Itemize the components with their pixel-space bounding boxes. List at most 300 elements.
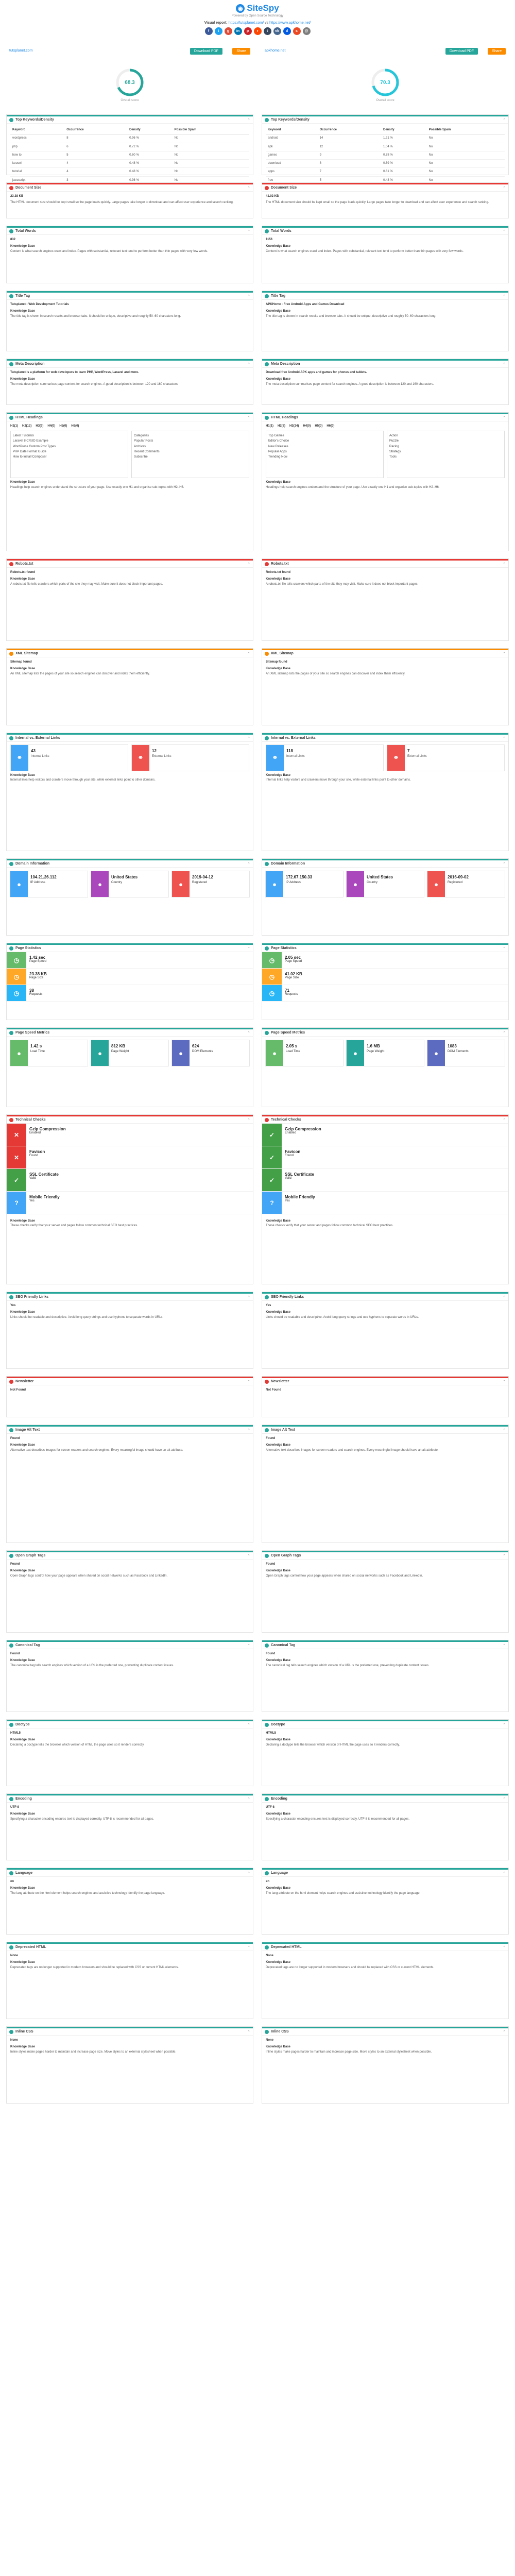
knowledge-base-label: Knowledge Base [266, 1569, 291, 1573]
description: A robots.txt file tells crawlers which parts of the site they may visit. Make sure it does not block important pages. [266, 582, 419, 586]
site-url[interactable]: apkhome.net [265, 49, 286, 53]
collapse-icon[interactable]: ⌃ [247, 1797, 250, 1801]
info-tile [427, 871, 505, 897]
card-title: XML Sitemap [15, 652, 38, 655]
size-icon: ◷ [7, 969, 26, 985]
tile-value [364, 871, 396, 897]
heading-list[interactable] [266, 431, 384, 478]
card-domain [262, 858, 509, 936]
table-cell: 0.69 % [381, 160, 427, 168]
knowledge-base-label: Knowledge Base [266, 667, 291, 671]
tumblr-icon[interactable] [264, 27, 271, 35]
tile-number: United States [367, 875, 393, 879]
description: Deprecated tags are no longer supported in modern browsers and should be replaced with CSS or current HTML elements. [266, 1965, 434, 1969]
globe-icon: ● [347, 871, 364, 897]
column-header: Keyword [10, 126, 64, 134]
collapse-icon[interactable]: ⌃ [247, 1295, 250, 1299]
description: Links should be readable and descriptive. Avoid long query strings and use hyphens to separate words in URLs. [10, 1315, 164, 1319]
key-icon [9, 118, 13, 122]
stat-number: 38 [29, 988, 34, 993]
table-row [10, 151, 249, 159]
collapse-icon[interactable]: ⌃ [503, 652, 506, 656]
knowledge-base-label: Knowledge Base [266, 310, 291, 313]
collapse-icon[interactable]: ⌃ [247, 736, 250, 740]
card-title: Technical Checks [271, 1118, 301, 1122]
table-row [10, 168, 249, 176]
description: Content is what search engines crawl and index. Pages with substantial, relevant text tend to perform better than thin pages with very few words. [266, 249, 464, 253]
share-button[interactable]: Share [232, 48, 250, 55]
collapse-icon[interactable]: ⌃ [247, 1554, 250, 1558]
collapse-icon[interactable]: ⌃ [503, 362, 506, 366]
card-header [262, 733, 508, 742]
knowledge-base-label: Knowledge Base [10, 774, 36, 777]
share-button[interactable]: Share [488, 48, 506, 55]
title-icon [265, 294, 269, 298]
stat-value [282, 952, 305, 968]
card-body [262, 1214, 508, 1231]
status-row [7, 1146, 253, 1169]
card-header [262, 1640, 508, 1649]
card-header [7, 413, 253, 421]
metric-icon: ● [427, 1040, 445, 1066]
card-deprecated [262, 1942, 509, 2019]
card-body [262, 235, 508, 257]
brand-tagline: Powered by Open Source Technology [231, 14, 284, 18]
check-icon [9, 1118, 13, 1122]
globe-icon: ● [91, 871, 109, 897]
stat-number: 71 [285, 988, 289, 993]
reddit-icon[interactable] [254, 27, 262, 35]
request-icon: ◷ [262, 985, 282, 1001]
card-canonical [262, 1640, 509, 1712]
knowledge-base-label: Knowledge Base [266, 1444, 291, 1447]
title-tag-value: APKHome - Free Android Apps and Games Download [266, 303, 345, 306]
collapse-icon[interactable]: ⌃ [247, 652, 250, 656]
collapse-icon[interactable]: ⌃ [503, 736, 506, 740]
card-header [262, 859, 508, 868]
report-title [0, 21, 515, 25]
card-header [262, 1794, 508, 1803]
collapse-icon[interactable]: ⌃ [503, 946, 506, 951]
table-cell: 1.21 % [381, 134, 427, 143]
table-cell: games [266, 151, 318, 159]
facebook-icon[interactable] [205, 27, 213, 35]
description: The canonical tag tells search engines which version of a URL is the preferred one, preventing duplicate content issues. [10, 1664, 174, 1667]
collapse-icon[interactable]: ⌃ [503, 1723, 506, 1727]
link-count: 118 [286, 749, 293, 753]
encoding-icon [9, 1797, 13, 1801]
knowledge-base-label: Knowledge Base [10, 1659, 36, 1663]
collapse-icon[interactable]: ⌃ [247, 2030, 250, 2034]
collapse-icon[interactable]: ⌃ [247, 229, 250, 233]
card-body [262, 742, 508, 786]
info-tile [91, 1040, 169, 1066]
chart-icon [265, 946, 269, 951]
card-header [7, 291, 253, 300]
knowledge-base-label: Knowledge Base [10, 378, 36, 381]
tile-value [445, 1040, 471, 1066]
table-cell: No [427, 176, 505, 184]
card-body [262, 2036, 508, 2057]
tile-label: DOM Elements [192, 1050, 213, 1053]
collapse-icon[interactable]: ⌃ [247, 946, 250, 951]
collapse-icon[interactable]: ⌃ [247, 1871, 250, 1875]
metric-icon: ● [172, 1040, 190, 1066]
table-header-row [266, 126, 505, 134]
card-title [262, 291, 509, 351]
card-title: Domain Information [271, 862, 305, 866]
collapse-icon[interactable]: ⌃ [247, 562, 250, 566]
newsletter-status [266, 1388, 505, 1393]
collapse-icon[interactable]: ⌃ [503, 294, 506, 298]
collapse-icon[interactable]: ⌃ [503, 862, 506, 866]
card-headings [262, 412, 509, 551]
stat-value [282, 969, 305, 985]
collapse-icon[interactable]: ⌃ [503, 2030, 506, 2034]
card-body [7, 300, 253, 321]
link-count: 12 [152, 749, 157, 753]
linkedin-icon[interactable] [234, 27, 242, 35]
collapse-icon[interactable]: ⌃ [247, 1945, 250, 1950]
status-value [26, 1192, 63, 1214]
list-item: Popular Posts [134, 439, 153, 443]
heading-lists [10, 431, 249, 478]
card-title: Total Words [15, 229, 36, 233]
card-body [7, 1214, 253, 1231]
description: Alternative text describes images for screen readers and search engines. Every meaningful image should have an alt attribute. [266, 1448, 439, 1452]
table-row [266, 168, 505, 176]
tile-value [284, 745, 307, 771]
score-ring [370, 67, 401, 98]
card-title: Deprecated HTML [15, 1945, 46, 1949]
table-cell: 0.36 % [127, 176, 173, 184]
google-icon[interactable] [225, 27, 232, 35]
heading-list[interactable] [387, 431, 505, 478]
table-cell: No [427, 134, 505, 143]
heading-count: H5(0) [315, 425, 323, 428]
tile-value [445, 871, 471, 897]
download-pdf-button[interactable]: Download PDF [445, 48, 478, 55]
info-tiles [7, 868, 253, 901]
status-text: Valid [29, 1177, 36, 1180]
card-header [262, 1551, 508, 1560]
collapse-icon[interactable]: ⌃ [503, 1295, 506, 1299]
collapse-icon[interactable]: ⌃ [247, 1380, 250, 1384]
collapse-icon[interactable]: ⌃ [247, 416, 250, 420]
heading-icon [265, 416, 269, 420]
description: Inline styles make pages harder to maintain and increase page size. Move styles to an external stylesheet when possible. [266, 2050, 432, 2054]
collapse-icon[interactable]: ⌃ [503, 229, 506, 233]
collapse-icon[interactable]: ⌃ [247, 362, 250, 366]
size-icon: ◷ [262, 969, 282, 985]
collapse-icon[interactable]: ⌃ [503, 1118, 506, 1122]
card-header [7, 1425, 253, 1434]
card-header [7, 649, 253, 657]
robots-status-value: Robots.txt found [266, 571, 290, 574]
card-header [262, 1425, 508, 1434]
card-title: Page Speed Metrics [271, 1031, 305, 1035]
card-status [6, 1114, 253, 1284]
tile-label: Registered [448, 881, 463, 884]
vk-icon[interactable] [273, 27, 281, 35]
report-link-b[interactable]: https://www.apkhome.net/ [269, 21, 311, 25]
heading-count: H3(24) [289, 425, 299, 428]
card-body [7, 742, 253, 786]
stat-value [282, 985, 301, 1001]
description: The meta description summarises page content for search engines. A good description is between 120 and 160 characters. [10, 382, 179, 386]
tile-number: 624 [192, 1044, 199, 1048]
collapse-icon[interactable]: ⌃ [503, 1643, 506, 1648]
collapse-icon[interactable]: ⌃ [247, 1723, 250, 1727]
description: An XML sitemap lists the pages of your site so search engines can discover and index them efficiently. [266, 672, 406, 675]
card-speed [262, 1027, 509, 1107]
meta-description [266, 370, 505, 375]
list-item: How to Install Composer [13, 455, 47, 459]
seo-links-status-value: Yes [266, 1304, 271, 1307]
info-tiles [262, 1037, 508, 1070]
table-cell: 3 [64, 176, 127, 184]
card-speed [6, 1027, 253, 1107]
file-icon [9, 186, 13, 190]
heading-count: H2(12) [22, 425, 32, 428]
card-words [6, 226, 253, 283]
doctype-value [266, 1731, 505, 1736]
knowledge-base-label: Knowledge Base [10, 245, 36, 248]
language-icon [265, 1871, 269, 1875]
link-count-label: Internal Links [286, 755, 305, 758]
language-icon [9, 1871, 13, 1875]
collapse-icon[interactable]: ⌃ [503, 1031, 506, 1035]
heading-list[interactable] [10, 431, 128, 478]
table-cell: 0.48 % [127, 168, 173, 176]
mail-icon[interactable] [303, 27, 311, 35]
digg-icon[interactable] [283, 27, 291, 35]
collapse-icon[interactable]: ⌃ [247, 1428, 250, 1432]
description: Specifying a character encoding ensures text is displayed correctly. UTF-8 is recommended for all pages. [10, 1817, 154, 1821]
collapse-icon[interactable]: ⌃ [247, 294, 250, 298]
report-link-a[interactable]: https://tutsplanet.com/ [228, 21, 264, 25]
status-row [262, 1124, 508, 1146]
report-prefix: Visual report: [204, 21, 228, 25]
collapse-icon[interactable]: ⌃ [503, 1380, 506, 1384]
description: The lang attribute on the html element helps search engines and assistive technology identify the page language. [10, 1891, 165, 1895]
warning-icon [265, 1945, 269, 1950]
newsletter-status-value: Not Found [266, 1388, 281, 1392]
heading-count: H3(9) [36, 425, 44, 428]
status-label: SSL Certificate [285, 1172, 314, 1177]
collapse-icon[interactable]: ⌃ [503, 1428, 506, 1432]
tile-number: 812 KB [111, 1044, 126, 1048]
card-title: Newsletter [271, 1380, 289, 1383]
list-item: Strategy [389, 450, 401, 453]
download-pdf-button[interactable]: Download PDF [190, 48, 222, 55]
image-alt-status-value: Found [266, 1437, 276, 1440]
collapse-icon[interactable]: ⌃ [247, 1118, 250, 1122]
card-header [262, 1028, 508, 1037]
collapse-icon[interactable]: ⌃ [503, 186, 506, 190]
total-words-value: 1156 [266, 238, 273, 241]
card-body [262, 1877, 508, 1899]
card-title: Language [15, 1871, 33, 1875]
card-title: Meta Description [271, 362, 300, 366]
knowledge-base-label: Knowledge Base [10, 2045, 36, 2049]
knowledge-base-label: Knowledge Base [10, 1887, 36, 1890]
card-header [262, 226, 508, 235]
collapse-icon[interactable]: ⌃ [247, 1643, 250, 1648]
stat-number: 2.05 sec [285, 955, 301, 960]
brand-logo[interactable] [236, 3, 279, 13]
table-row [266, 151, 505, 159]
share-glyph: t [266, 29, 268, 33]
link-icon: ⚭ [132, 745, 149, 771]
collapse-icon[interactable]: ⌃ [503, 1797, 506, 1801]
status-icon: ✕ [7, 1146, 26, 1168]
description: Deprecated tags are no longer supported in modern browsers and should be replaced with CSS or current HTML elements. [10, 1965, 179, 1969]
card-body [262, 1728, 508, 1750]
info-tiles [7, 1037, 253, 1070]
card-robots [262, 558, 509, 641]
card-header [7, 733, 253, 742]
sitemap-icon [9, 652, 13, 656]
robot-icon [9, 562, 13, 566]
collapse-icon[interactable]: ⌃ [503, 118, 506, 122]
description: Links should be readable and descriptive. Avoid long query strings and use hyphens to separate words in URLs. [266, 1315, 419, 1319]
status-row [262, 1192, 508, 1214]
table-cell: javascript [10, 176, 64, 184]
collapse-icon[interactable]: ⌃ [247, 862, 250, 866]
total-words [10, 238, 249, 242]
score-label: Overall score [376, 99, 394, 102]
list-item: Categories [134, 434, 149, 438]
collapse-icon[interactable]: ⌃ [503, 1945, 506, 1950]
sitemap-status [266, 660, 505, 665]
metric-icon: ● [266, 1040, 283, 1066]
card-stats [262, 943, 509, 1020]
card-links [262, 733, 509, 851]
collapse-icon[interactable]: ⌃ [503, 416, 506, 420]
card-header [262, 359, 508, 368]
og-value-value: Found [10, 1563, 20, 1566]
card-title: Deprecated HTML [271, 1945, 302, 1949]
description: These checks verify that your server and pages follow common technical SEO best practices. [10, 1224, 138, 1228]
card-body [7, 1877, 253, 1899]
table-cell: android [266, 134, 318, 143]
card-header [7, 1794, 253, 1803]
newsletter-status-value: Not Found [10, 1388, 26, 1392]
twitter-icon[interactable] [215, 27, 222, 35]
comparison-layout [0, 42, 515, 2576]
link-count: 7 [407, 749, 410, 753]
card-title: Meta Description [15, 362, 45, 366]
pinterest-icon[interactable] [244, 27, 252, 35]
lang-value-value: en [266, 1880, 270, 1883]
tile-number: 104.21.26.112 [30, 875, 57, 879]
card-header [7, 1377, 253, 1385]
card-body [7, 1728, 253, 1750]
tile-number: 1083 [448, 1044, 457, 1048]
lang-value [10, 1879, 249, 1884]
tile-value [109, 871, 140, 897]
stumble-icon[interactable] [293, 27, 301, 35]
collapse-icon[interactable]: ⌃ [247, 1031, 250, 1035]
info-tile [265, 1040, 344, 1066]
card-body [262, 657, 508, 679]
collapse-icon[interactable]: ⌃ [247, 186, 250, 190]
table-cell: laravel [10, 160, 64, 168]
report-header [0, 0, 515, 42]
collapse-icon[interactable]: ⌃ [503, 562, 506, 566]
robot-icon [265, 562, 269, 566]
list-item: Latest Tutorials [13, 434, 34, 438]
globe-icon [265, 862, 269, 866]
knowledge-base-label: Knowledge Base [266, 378, 291, 381]
table-cell: 8 [318, 160, 381, 168]
card-header [7, 2027, 253, 2036]
card-body [262, 1434, 508, 1455]
site-url[interactable]: tutsplanet.com [9, 49, 33, 53]
description: Internal links help visitors and crawlers move through your site, while external links point to other domains. [266, 778, 411, 782]
share-glyph: s [296, 29, 298, 33]
card-header [262, 183, 508, 192]
metric-icon: ● [10, 1040, 28, 1066]
doctype-value-value: HTML5 [266, 1732, 276, 1735]
card-status [262, 1114, 509, 1284]
card-body [262, 300, 508, 321]
description: The title tag is shown in search results and browser tabs. It should be unique, descriptive and roughly 50–60 characters long. [266, 314, 437, 318]
heading-list[interactable] [131, 431, 249, 478]
card-body [7, 1803, 253, 1824]
lang-value-value: en [10, 1880, 14, 1883]
card-body [7, 2036, 253, 2057]
card-body [262, 124, 508, 188]
css-icon [9, 2030, 13, 2034]
image-alt-status [10, 1436, 249, 1441]
knowledge-base-label: Knowledge Base [266, 1311, 291, 1314]
card-header [262, 1942, 508, 1951]
share-icon [9, 1554, 13, 1558]
share-glyph: d [285, 29, 288, 33]
knowledge-base-label: Knowledge Base [266, 1738, 291, 1742]
table-cell: how to [10, 151, 64, 159]
stat-value [26, 969, 50, 985]
card-header [7, 226, 253, 235]
card-title: Encoding [271, 1797, 287, 1801]
report-sep: vs [265, 21, 269, 25]
tile-value [109, 1040, 131, 1066]
card-title: Canonical Tag [15, 1643, 40, 1647]
card-title: Title Tag [15, 294, 30, 298]
collapse-icon[interactable]: ⌃ [503, 1554, 506, 1558]
card-body [262, 368, 508, 389]
card-header [262, 115, 508, 124]
document-size-value: 23.38 KB [10, 195, 24, 198]
card-title: Robots.txt [271, 562, 289, 566]
table-cell: No [173, 176, 249, 184]
description: Headings help search engines understand the structure of your page. Use exactly one H1 and organise sub-topics with H2–H6. [266, 485, 440, 489]
code-icon [9, 1723, 13, 1727]
image-icon [9, 1428, 13, 1432]
collapse-icon[interactable]: ⌃ [503, 1871, 506, 1875]
table-cell: 6 [64, 143, 127, 151]
card-title: XML Sitemap [271, 652, 294, 655]
collapse-icon[interactable]: ⌃ [247, 118, 250, 122]
link-count: 43 [31, 749, 36, 753]
description: The HTML document size should be kept small so the page loads quickly. Large pages take longer to download and can affect user experience and search ranking. [10, 201, 234, 205]
card-title: Title Tag [271, 294, 286, 298]
card-title: Encoding [15, 1797, 32, 1801]
card-title: SEO Friendly Links [15, 1295, 49, 1299]
card-title: Technical Checks [15, 1118, 46, 1122]
